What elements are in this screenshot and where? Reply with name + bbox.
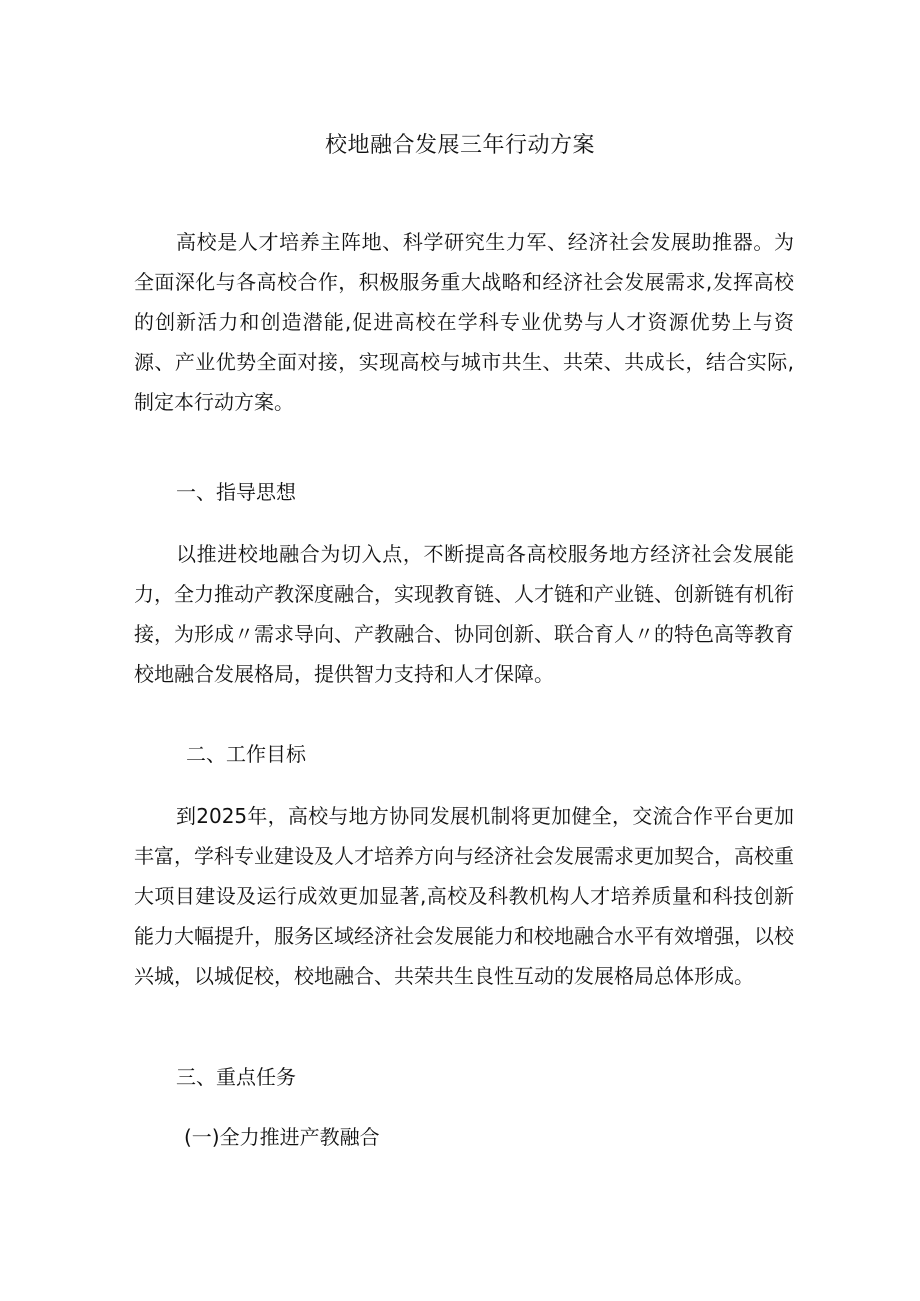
work-goals-paragraph: 到2025年，高校与地方协同发展机制将更加健全，交流合作平台更加丰富，学科专业建设及人才培养方向与经济社会发展需求更加契合，高校重大项目建设及运行成效更加显著,高校及科教机构人才培养质量和科技创新能力大幅提升，服务区域经济社会发展能力和校地融合水平有效增强，以校兴城，以城促校，校地融合、共荣共生良性互动的发展格局总体形成。 bbox=[134, 804, 794, 988]
subsection-heading-industry-education: (一)全力推进产教融合 bbox=[184, 1125, 380, 1149]
document-title: 校地融合发展三年行动方案 bbox=[324, 133, 595, 158]
intro-paragraph: 高校是人才培养主阵地、科学研究生力军、经济社会发展助推器。为全面深化与各高校合作，积极服务重大战略和经济社会发展需求,发挥高校的创新活力和创造潜能,促进高校在学科专业优势与人才资源优势上与资源、产业优势全面对接，实现高校与城市共生、共荣、共成长，结合实际,制定本行动方案。 bbox=[134, 230, 794, 414]
section-heading-work-goals: 二、工作目标 bbox=[186, 742, 306, 766]
guiding-ideology-paragraph: 以推进校地融合为切入点，不断提高各高校服务地方经济社会发展能力，全力推动产教深度融合，实现教育链、人才链和产业链、创新链有机衔接，为形成〃需求导向、产教融合、协同创新、联合育人〃的特色高等教育校地融合发展格局，提供智力支持和人才保障。 bbox=[134, 542, 794, 686]
section-heading-guiding-ideology: 一、指导思想 bbox=[176, 480, 296, 504]
section-heading-key-tasks: 三、重点任务 bbox=[176, 1065, 296, 1089]
